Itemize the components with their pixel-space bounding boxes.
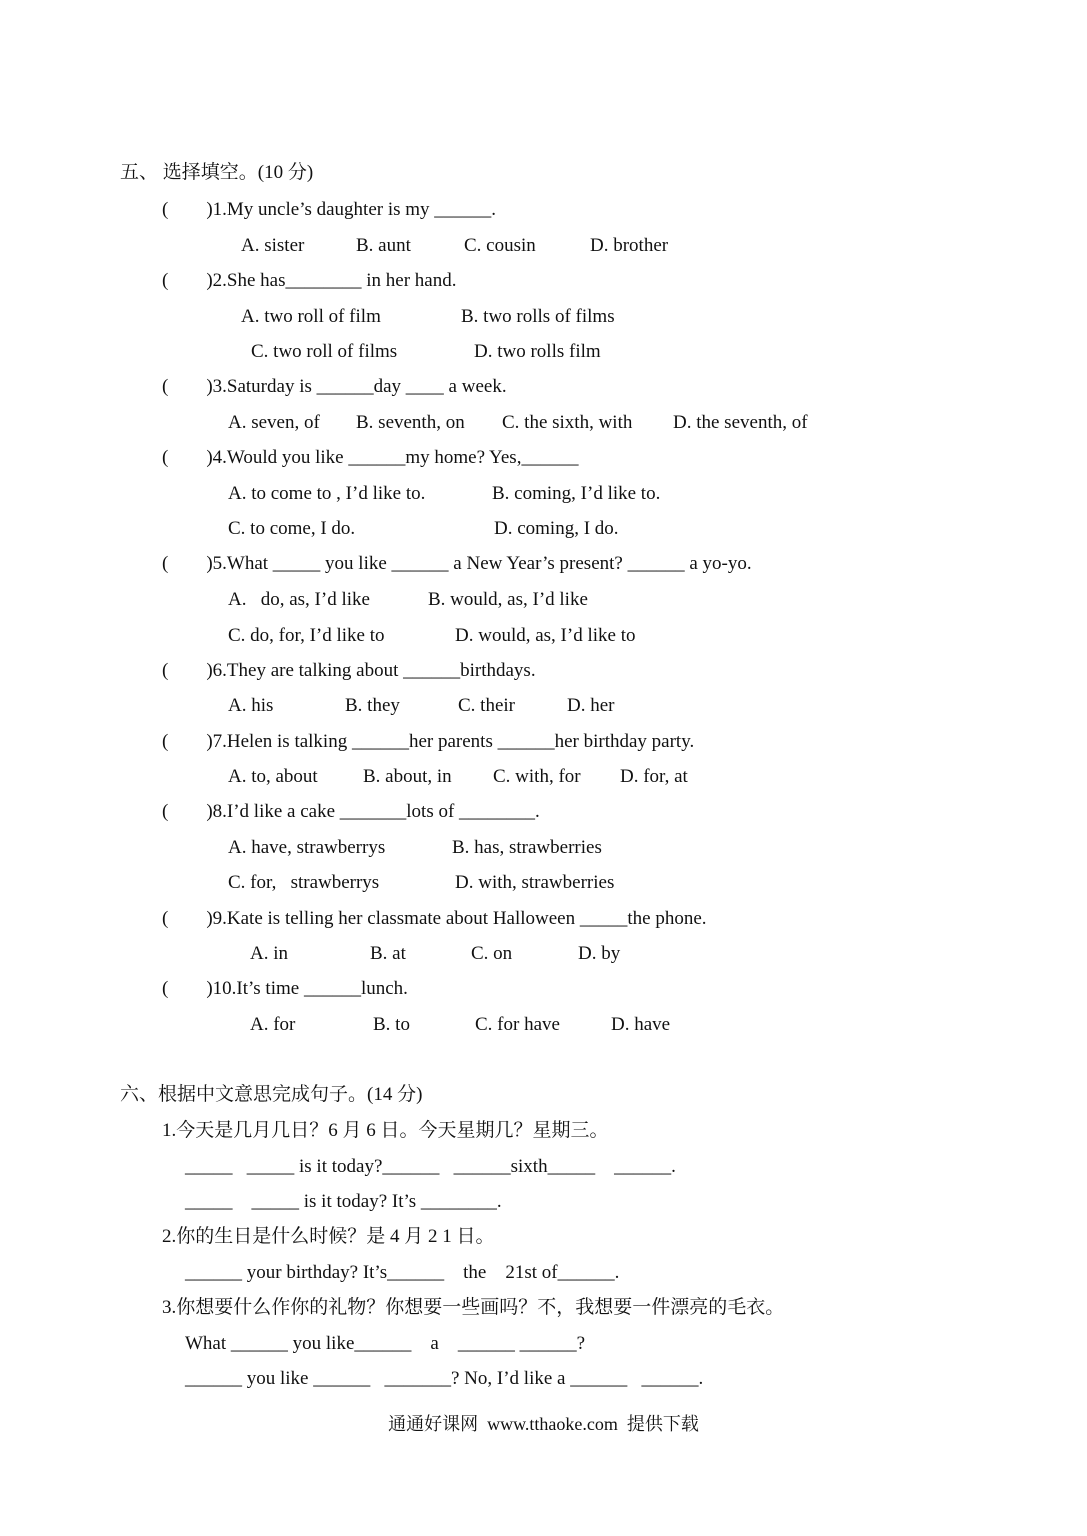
question-7-option-b: B. about, in [363,766,452,787]
question-5-option-d: D. would, as, I’d like to [455,625,636,646]
section-6-heading: 六、根据中文意思完成句子。(14 分) [120,1084,423,1105]
question-6-option-b: B. they [345,695,400,716]
question-8-option-a: A. have, strawberrys [228,837,386,858]
translation-1-prompt: 1.今天是几月几日？6 月 6 日。今天星期几？星期三。 [162,1120,609,1141]
question-2-option-b: B. two rolls of films [461,306,615,327]
question-5-option-b: B. would, as, I’d like [428,589,588,610]
question-8-option-b: B. has, strawberries [452,837,602,858]
question-9-option-a: A. in [250,943,288,964]
question-2-option-d: D. two rolls film [474,341,601,362]
question-10-option-a: A. for [250,1014,296,1035]
question-9-option-d: D. by [578,943,621,964]
translation-3-line-1: What ______ you like______ a ______ ______? [185,1333,586,1354]
section-5-heading: 五、 选择填空。(10 分) [120,162,314,183]
question-3-option-c: C. the sixth, with [502,412,633,433]
question-3-stem: ( )3.Saturday is ______day ____ a week. [162,376,507,397]
question-4-option-d: D. coming, I do. [494,518,619,539]
question-1-option-a: A. sister [241,235,305,256]
question-6-option-d: D. her [567,695,615,716]
question-8-stem: ( )8.I’d like a cake _______lots of ________. [162,801,540,822]
question-2-stem: ( )2.She has________ in her hand. [162,270,457,291]
question-10-option-c: C. for have [475,1014,560,1035]
question-8-option-d: D. with, strawberries [455,872,615,893]
question-2-option-c: C. two roll of films [251,341,398,362]
question-10-option-d: D. have [611,1014,671,1035]
question-9-option-c: C. on [471,943,513,964]
translation-3-line-2: ______ you like ______ _______? No, I’d like a ______ ______. [185,1368,704,1389]
question-5-option-c: C. do, for, I’d like to [228,625,385,646]
question-6-option-c: C. their [458,695,515,716]
question-8-option-c: C. for, strawberrys [228,872,380,893]
question-4-option-c: C. to come, I do. [228,518,356,539]
question-6-stem: ( )6.They are talking about ______birthdays. [162,660,536,681]
question-4-option-b: B. coming, I’d like to. [492,483,661,504]
question-7-stem: ( )7.Helen is talking ______her parents ______her birthday party. [162,731,695,752]
question-6-option-a: A. his [228,695,274,716]
question-4-stem: ( )4.Would you like ______my home? Yes,______ [162,447,579,468]
question-4-option-a: A. to come to , I’d like to. [228,483,426,504]
translation-3-prompt: 3.你想要什么作你的礼物？你想要一些画吗？不，我想要一件漂亮的毛衣。 [162,1297,785,1318]
question-9-stem: ( )9.Kate is telling her classmate about Halloween _____the phone. [162,908,707,929]
question-10-option-b: B. to [373,1014,410,1035]
question-5-stem: ( )5.What _____ you like ______ a New Year’s present? ______ a yo-yo. [162,553,752,574]
translation-2-line-1: ______ your birthday? It’s______ the 21st of______. [185,1262,620,1283]
question-1-option-d: D. brother [590,235,669,256]
translation-2-prompt: 2.你的生日是什么时候？是 4 月 2 1 日。 [162,1226,495,1247]
question-3-option-d: D. the seventh, of [673,412,808,433]
translation-1-line-2: _____ _____ is it today? It’s ________. [185,1191,502,1212]
question-7-option-d: D. for, at [620,766,688,787]
question-9-option-b: B. at [370,943,406,964]
question-3-option-a: A. seven, of [228,412,320,433]
question-7-option-c: C. with, for [493,766,581,787]
question-10-stem: ( )10.It’s time ______lunch. [162,978,408,999]
question-1-option-b: B. aunt [356,235,411,256]
question-7-option-a: A. to, about [228,766,318,787]
question-5-option-a: A. do, as, I’d like [228,589,370,610]
translation-1-line-1: _____ _____ is it today?______ ______sixth_____ ______. [185,1156,676,1177]
question-1-stem: ( )1.My uncle’s daughter is my ______. [162,199,497,220]
question-1-option-c: C. cousin [464,235,536,256]
question-2-option-a: A. two roll of film [241,306,381,327]
page-footer: 通通好课网 www.tthaoke.com 提供下载 [388,1414,699,1434]
question-3-option-b: B. seventh, on [356,412,465,433]
